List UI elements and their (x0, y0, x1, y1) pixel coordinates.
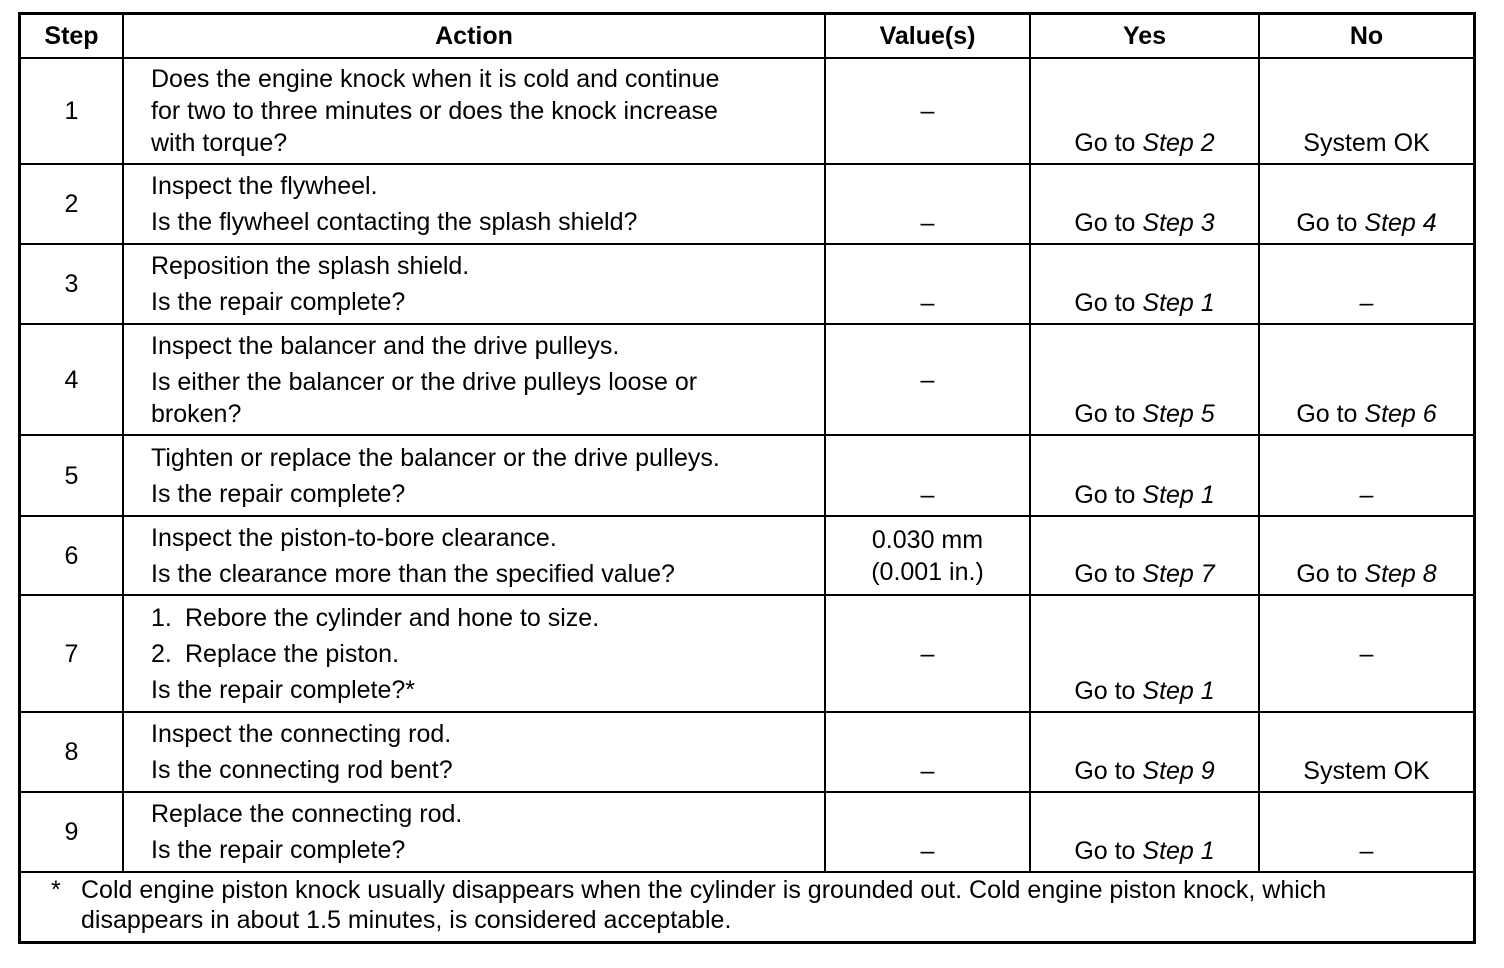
yes-goto-text: Go to (1074, 757, 1143, 785)
action-cell (123, 58, 825, 164)
step-number: 9 (21, 792, 123, 872)
yes-step-ref: Step 1 (1142, 677, 1215, 705)
header-row (21, 15, 1473, 58)
yes-step-ref: Step 3 (1142, 209, 1215, 237)
table-row (21, 792, 1473, 872)
value-metric: 0.030 mm (871, 525, 984, 554)
action-line: Is the repair complete?* (151, 675, 416, 704)
list-text: Rebore the cylinder and hone to size. (185, 603, 600, 632)
no-cell (1259, 164, 1473, 244)
yes-goto-text: Go to (1074, 289, 1143, 317)
yes-cell (1030, 516, 1259, 595)
action-line: Is the repair complete? (151, 836, 406, 864)
header-no: No (1259, 15, 1473, 58)
yes-goto-text: Go to (1074, 481, 1143, 509)
no-cell (1259, 324, 1473, 435)
action-line: Is the clearance more than the specified value? (151, 559, 675, 588)
no-goto-text: Go to (1296, 209, 1365, 237)
action-line: Is the flywheel contacting the splash shield? (151, 208, 638, 236)
header-values: Value(s) (825, 15, 1030, 58)
table-row (21, 244, 1473, 324)
action-line: Tighten or replace the balancer or the drive pulleys. (151, 443, 720, 472)
yes-goto-text: Go to (1074, 209, 1143, 237)
table-row (21, 324, 1473, 435)
value-cell: – (825, 435, 1030, 516)
action-list-item (151, 638, 814, 670)
no-step-ref: Step 8 (1364, 560, 1437, 588)
step-number: 1 (21, 58, 123, 164)
action-line: Does the engine knock when it is cold and continue (151, 65, 720, 93)
no-step-ref: Step 6 (1364, 400, 1437, 428)
yes-goto-text: Go to (1074, 400, 1143, 428)
action-line: Inspect the flywheel. (151, 172, 378, 200)
action-cell (123, 595, 825, 712)
no-goto-text: Go to (1296, 560, 1365, 588)
yes-step-ref: Step 1 (1142, 481, 1215, 509)
action-line: Reposition the splash shield. (151, 252, 470, 280)
yes-step-ref: Step 9 (1142, 757, 1215, 785)
no-cell: – (1259, 244, 1473, 324)
step-number: 5 (21, 435, 123, 516)
footnote-mark: * (51, 876, 61, 904)
footnote (21, 869, 1473, 941)
yes-cell (1030, 792, 1259, 872)
step-number: 3 (21, 244, 123, 324)
no-cell (1259, 516, 1473, 595)
step-number: 4 (21, 324, 123, 435)
header-action: Action (123, 15, 825, 58)
value-cell: – (825, 244, 1030, 324)
no-step-ref: Step 4 (1364, 209, 1437, 237)
yes-cell (1030, 712, 1259, 792)
yes-step-ref: Step 1 (1142, 289, 1215, 317)
diagnostic-table-frame (18, 12, 1476, 944)
action-list-item (151, 602, 814, 634)
action-line: broken? (151, 399, 242, 428)
value-cell: – (825, 324, 1030, 435)
step-number: 7 (21, 595, 123, 712)
action-cell (123, 324, 825, 435)
value-imperial: (0.001 in.) (871, 557, 984, 586)
value-cell (825, 516, 1030, 595)
action-line: Is the repair complete? (151, 479, 406, 508)
yes-goto-text: Go to (1074, 560, 1143, 588)
table-row (21, 595, 1473, 712)
diagnostic-table (21, 15, 1473, 873)
action-line: with torque? (151, 129, 288, 157)
table-row (21, 58, 1473, 164)
action-line: Is either the balancer or the drive pulleys loose or (151, 367, 698, 396)
yes-goto-text: Go to (1074, 677, 1143, 705)
step-number: 2 (21, 164, 123, 244)
header-yes: Yes (1030, 15, 1259, 58)
yes-cell (1030, 244, 1259, 324)
yes-cell (1030, 324, 1259, 435)
yes-goto-text: Go to (1074, 129, 1143, 157)
no-cell: – (1259, 595, 1473, 712)
list-number: 2. (151, 639, 172, 668)
step-number: 6 (21, 516, 123, 595)
yes-step-ref: Step 1 (1142, 837, 1215, 865)
value-cell: – (825, 58, 1030, 164)
action-cell (123, 435, 825, 516)
value-cell: – (825, 712, 1030, 792)
yes-step-ref: Step 7 (1142, 560, 1215, 588)
value-cell: – (825, 595, 1030, 712)
yes-cell (1030, 595, 1259, 712)
action-cell (123, 712, 825, 792)
action-cell (123, 516, 825, 595)
yes-cell (1030, 164, 1259, 244)
yes-step-ref: Step 5 (1142, 400, 1215, 428)
header-step: Step (21, 15, 123, 58)
action-line: Replace the connecting rod. (151, 800, 463, 828)
value-cell: – (825, 792, 1030, 872)
yes-step-ref: Step 2 (1142, 129, 1215, 157)
action-line: Is the connecting rod bent? (151, 756, 453, 784)
action-line: Is the repair complete? (151, 288, 406, 316)
list-text: Replace the piston. (185, 639, 400, 668)
value-cell: – (825, 164, 1030, 244)
yes-cell (1030, 435, 1259, 516)
table-row (21, 516, 1473, 595)
step-number: 8 (21, 712, 123, 792)
no-cell: System OK (1259, 712, 1473, 792)
no-cell: System OK (1259, 58, 1473, 164)
action-line: Inspect the piston-to-bore clearance. (151, 523, 557, 552)
no-cell: – (1259, 792, 1473, 872)
yes-goto-text: Go to (1074, 837, 1143, 865)
action-line: Inspect the balancer and the drive pulleys. (151, 331, 620, 360)
action-line: Inspect the connecting rod. (151, 720, 452, 748)
action-cell (123, 244, 825, 324)
list-number: 1. (151, 603, 172, 632)
no-goto-text: Go to (1296, 400, 1365, 428)
action-cell (123, 792, 825, 872)
yes-cell (1030, 58, 1259, 164)
table-row (21, 712, 1473, 792)
table-row (21, 435, 1473, 516)
action-cell (123, 164, 825, 244)
footnote-text: Cold engine piston knock usually disappears when the cylinder is grounded out. Cold engine piston knock, which disappears in about 1.5 minutes, is considered acceptable. (81, 876, 1327, 934)
no-cell: – (1259, 435, 1473, 516)
table-row (21, 164, 1473, 244)
action-line: for two to three minutes or does the knock increase (151, 97, 718, 125)
